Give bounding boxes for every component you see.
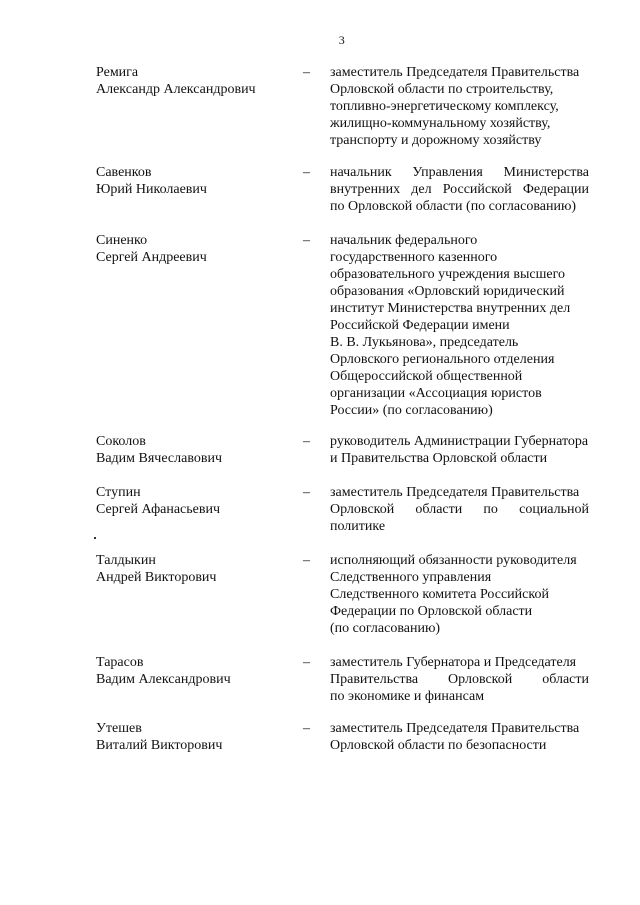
position-line: Правительства Орловской области xyxy=(330,672,589,687)
separator-dash: – xyxy=(303,65,310,80)
member-position xyxy=(330,433,589,467)
position-line: по экономике и финансам xyxy=(330,689,485,704)
page-number: 3 xyxy=(338,33,346,47)
position-line: В. В. Лукьянова», председатель xyxy=(330,335,519,350)
member-given-names: Сергей Афанасьевич xyxy=(96,502,221,517)
member-name xyxy=(96,164,286,198)
member-given-names: Андрей Викторович xyxy=(96,570,217,585)
member-name xyxy=(96,232,286,266)
position-line: (по согласованию) xyxy=(330,621,441,636)
position-line: руководитель Администрации Губернатора xyxy=(330,434,589,449)
member-given-names: Вадим Александрович xyxy=(96,672,231,687)
separator-dash: – xyxy=(303,165,310,180)
position-line: и Правительства Орловской области xyxy=(330,451,548,466)
position-line: Орловской области по безопасности xyxy=(330,738,547,753)
member-name xyxy=(96,433,286,467)
position-line: начальник Управления Министерства xyxy=(330,165,589,180)
member-given-names: Сергей Андреевич xyxy=(96,250,207,265)
position-line: начальник федерального xyxy=(330,233,478,248)
member-surname: Талдыкин xyxy=(96,553,156,568)
member-given-names: Александр Александрович xyxy=(96,82,256,97)
position-line: Российской Федерации имени xyxy=(330,318,510,333)
member-position xyxy=(330,232,589,419)
member-given-names: Юрий Николаевич xyxy=(96,182,207,197)
position-line: транспорту и дорожному хозяйству xyxy=(330,133,542,148)
position-line: институт Министерства внутренних дел xyxy=(330,301,571,316)
member-name xyxy=(96,720,286,754)
separator-dash: – xyxy=(303,233,310,248)
member-name xyxy=(96,484,286,518)
member-name xyxy=(96,552,286,586)
position-line: Федерации по Орловской области xyxy=(330,604,533,619)
separator-dash: – xyxy=(303,721,310,736)
position-line: жилищно-коммунальному хозяйству, xyxy=(330,116,551,131)
member-position xyxy=(330,484,589,535)
position-line: топливно-энергетическому комплексу, xyxy=(330,99,559,114)
member-position xyxy=(330,64,589,149)
position-line: России» (по согласованию) xyxy=(330,403,493,418)
member-surname: Ремига xyxy=(96,65,139,80)
member-name xyxy=(96,64,286,98)
position-line: политике xyxy=(330,519,386,534)
position-line: Орловского регионального отделения xyxy=(330,352,555,367)
member-surname: Соколов xyxy=(96,434,146,449)
member-given-names: Вадим Вячеславович xyxy=(96,451,222,466)
member-surname: Савенков xyxy=(96,165,152,180)
scan-speck xyxy=(94,537,96,539)
position-line: Орловской области по социальной xyxy=(330,502,589,517)
member-surname: Тарасов xyxy=(96,655,144,670)
position-line: исполняющий обязанности руководителя xyxy=(330,553,577,568)
position-line: заместитель Председателя Правительства xyxy=(330,721,580,736)
position-line: государственного казенного xyxy=(330,250,498,265)
member-surname: Синенко xyxy=(96,233,148,248)
position-line: заместитель Губернатора и Председателя xyxy=(330,655,577,670)
member-position xyxy=(330,654,589,705)
member-given-names: Виталий Викторович xyxy=(96,738,223,753)
member-surname: Ступин xyxy=(96,485,141,500)
position-line: Следственного комитета Российской xyxy=(330,587,549,602)
separator-dash: – xyxy=(303,655,310,670)
member-position xyxy=(330,164,589,215)
position-line: организации «Ассоциация юристов xyxy=(330,386,542,401)
member-name xyxy=(96,654,286,688)
position-line: внутренних дел Российской Федерации xyxy=(330,182,589,197)
position-line: Общероссийской общественной xyxy=(330,369,523,384)
member-position xyxy=(330,720,589,754)
separator-dash: – xyxy=(303,485,310,500)
separator-dash: – xyxy=(303,553,310,568)
position-line: Орловской области по строительству, xyxy=(330,82,554,97)
position-line: Следственного управления xyxy=(330,570,492,585)
position-line: заместитель Председателя Правительства xyxy=(330,65,580,80)
member-position xyxy=(330,552,589,637)
position-line: заместитель Председателя Правительства xyxy=(330,485,580,500)
member-surname: Утешев xyxy=(96,721,142,736)
position-line: по Орловской области (по согласованию) xyxy=(330,199,577,214)
separator-dash: – xyxy=(303,434,310,449)
position-line: образовательного учреждения высшего xyxy=(330,267,565,282)
position-line: образования «Орловский юридический xyxy=(330,284,565,299)
